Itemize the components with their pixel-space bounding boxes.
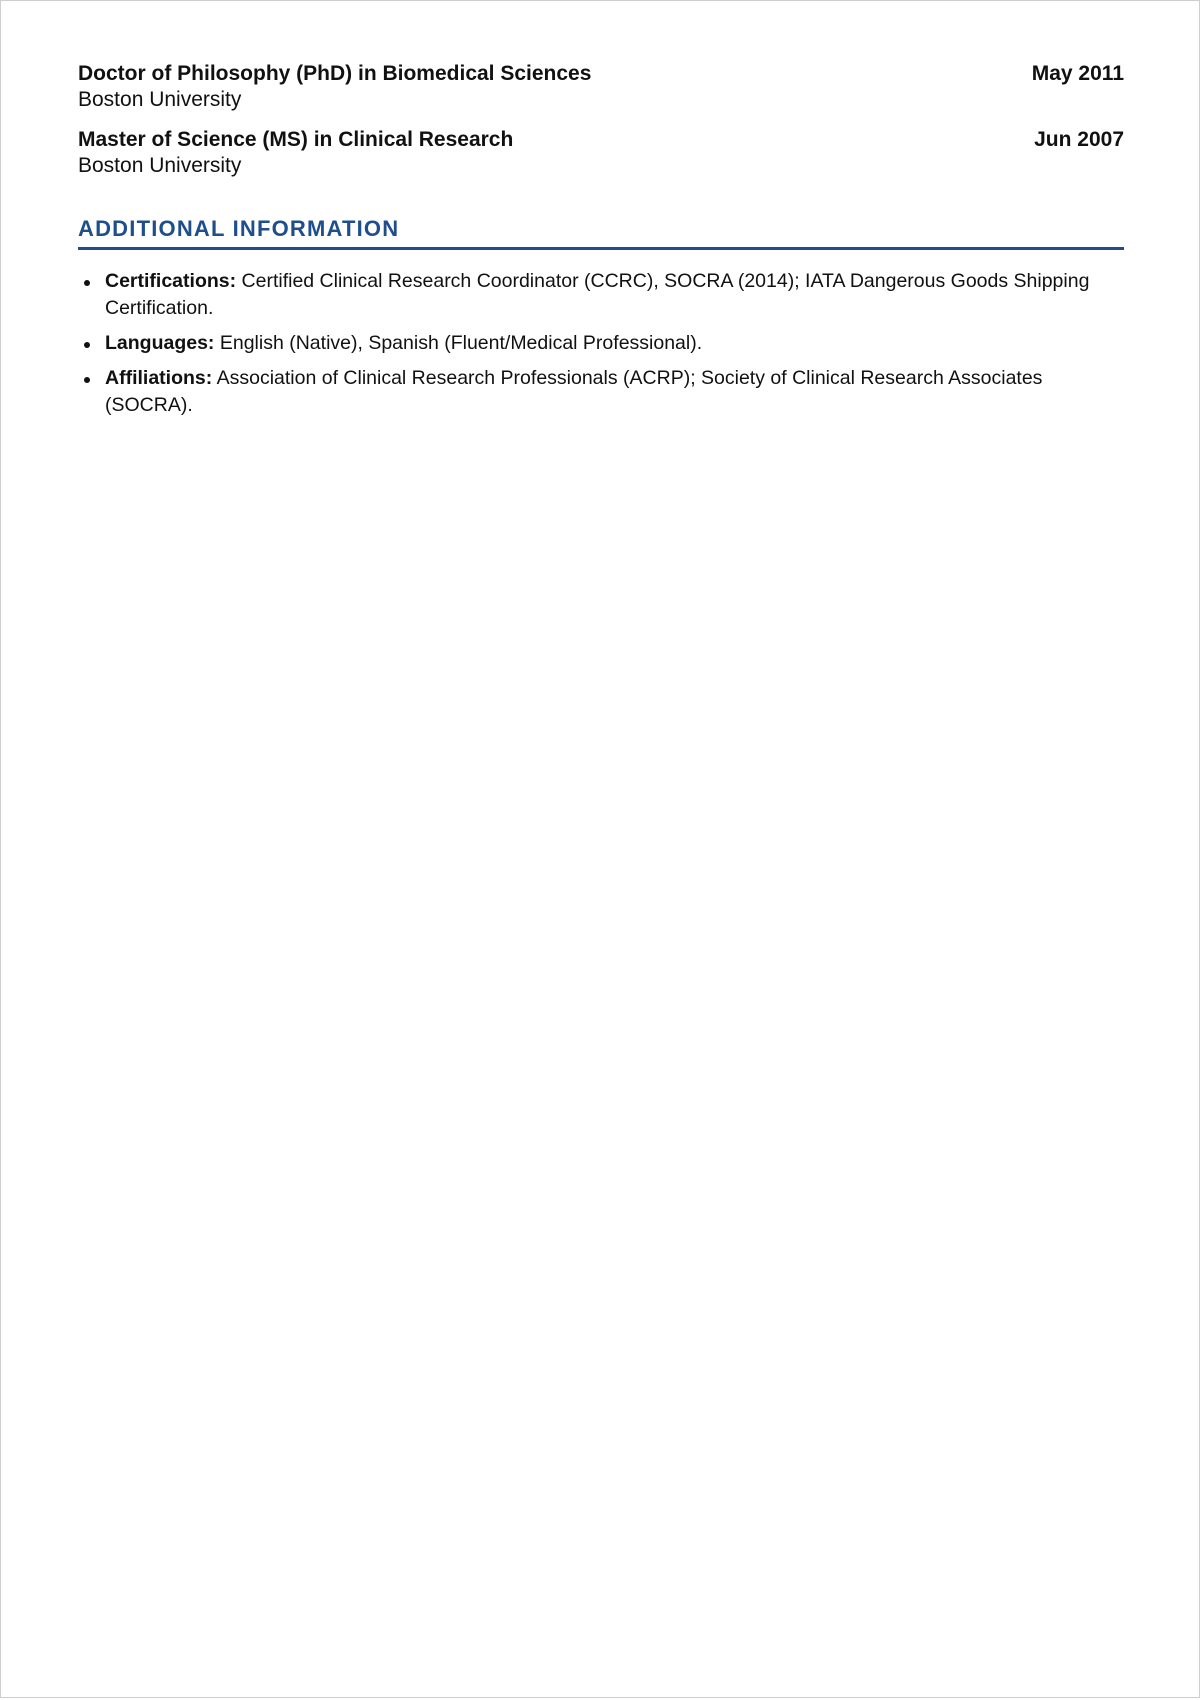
list-item-languages xyxy=(78,330,1124,357)
degree-title: Master of Science (MS) in Clinical Research xyxy=(78,128,514,151)
education-header-row xyxy=(78,127,1124,153)
education-entry-ms xyxy=(78,127,1124,179)
bullet-icon xyxy=(84,280,90,286)
bullet-icon xyxy=(84,377,90,383)
degree-date: Jun 2007 xyxy=(1034,128,1124,151)
degree-title: Doctor of Philosophy (PhD) in Biomedical Sciences xyxy=(78,62,592,85)
bullet-label: Affiliations: xyxy=(105,367,213,389)
bullet-text: English (Native), Spanish (Fluent/Medical Professional). xyxy=(214,332,703,354)
bullet-icon xyxy=(84,342,90,348)
school-name: Boston University xyxy=(78,88,242,111)
school-name: Boston University xyxy=(78,154,242,177)
resume-content xyxy=(78,61,1124,427)
education-header-row xyxy=(78,61,1124,87)
bullet-text: Association of Clinical Research Professionals (ACRP); Society of Clinical Research Associates (SOCRA). xyxy=(105,367,1043,416)
section-heading-additional-information: ADDITIONAL INFORMATION xyxy=(78,215,1124,250)
list-item-certifications xyxy=(78,268,1124,322)
bullet-label: Languages: xyxy=(105,332,215,354)
list-item-affiliations xyxy=(78,365,1124,419)
additional-information-list xyxy=(78,268,1124,419)
bullet-label: Certifications: xyxy=(105,270,237,292)
bullet-text: Certified Clinical Research Coordinator (CCRC), SOCRA (2014); IATA Dangerous Goods Shipping Certification. xyxy=(105,270,1090,319)
degree-date: May 2011 xyxy=(1031,62,1124,85)
education-entry-phd xyxy=(78,61,1124,113)
